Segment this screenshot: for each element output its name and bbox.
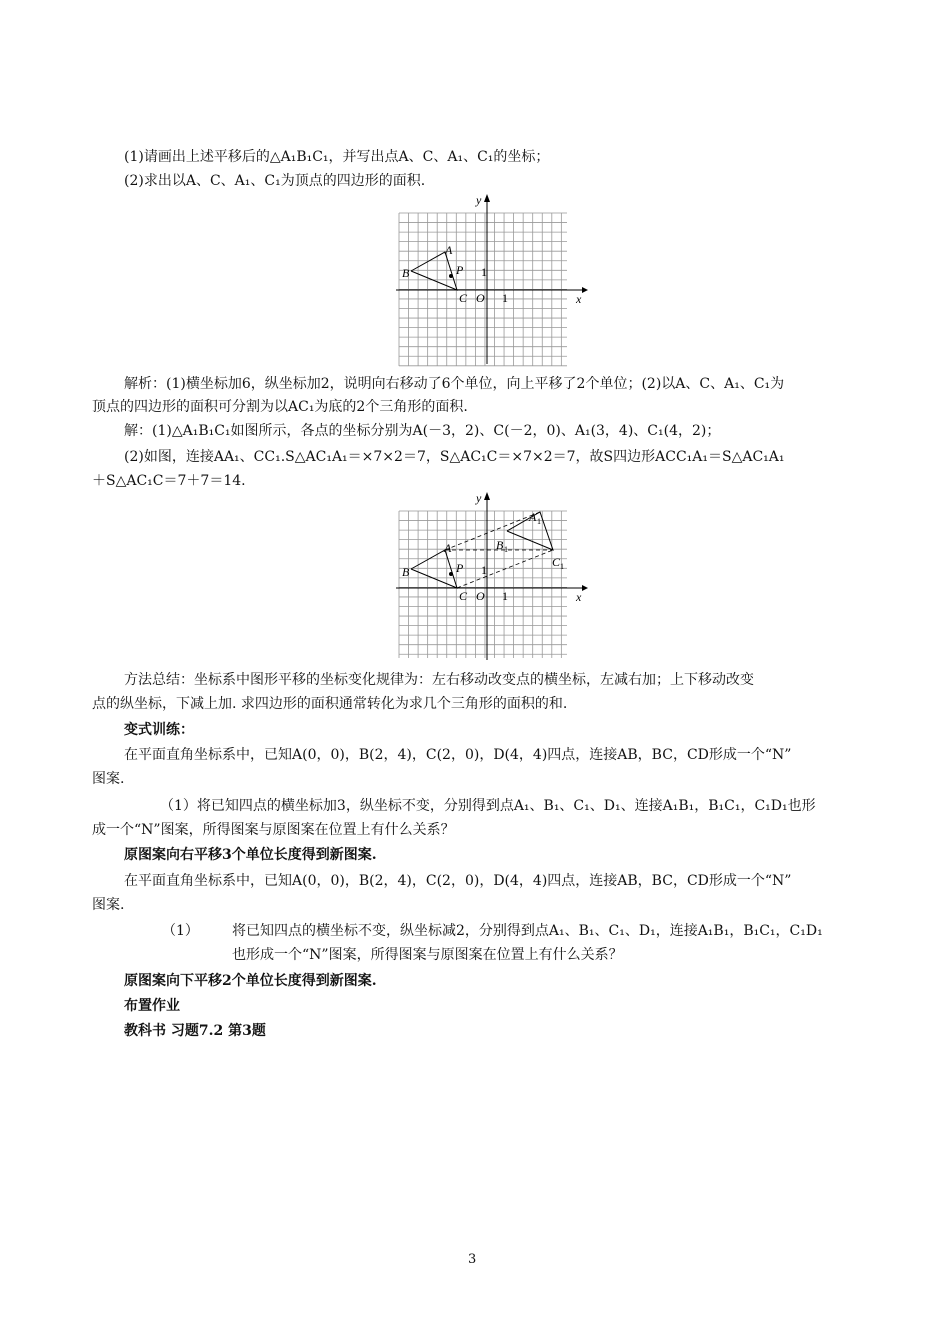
label-b1-sub: 1 [504, 545, 508, 554]
label-b1: B [496, 538, 504, 552]
variant-2-line-2: 图案. [92, 897, 125, 913]
variant-1-question-line-2: 成一个“N”图案，所得图案与原图案在位置上有什么关系？ [92, 822, 455, 838]
method-summary-line-2: 点的纵坐标，下减上加. 求四边形的面积通常转化为求几个三角形的面积的和. [92, 696, 568, 712]
variant-1-line-1: 在平面直角坐标系中，已知A(0，0)，B(2，4)，C(2，0)，D(4，4)四点，连接AB，BC，CD形成一个“N” [124, 747, 792, 763]
label-b: B [402, 266, 410, 280]
variant-heading: 变式训练： [124, 722, 194, 738]
homework-heading: 布置作业 [124, 998, 180, 1014]
variant-2-question-number: （1） [162, 923, 199, 939]
problem-part-1: (1)请画出上述平移后的△A₁B₁C₁，并写出点A、C、A₁、C₁的坐标； [124, 149, 550, 165]
tick-x-1: 1 [502, 291, 508, 305]
page-number: 3 [468, 1252, 477, 1267]
x-axis-label: x [576, 292, 582, 306]
label-c1: C [552, 555, 561, 569]
variant-2-line-1: 在平面直角坐标系中，已知A(0，0)，B(2，4)，C(2，0)，D(4，4)四点，连接AB，BC，CD形成一个“N” [124, 873, 792, 889]
problem-part-2: (2)求出以A、C、A₁、C₁为顶点的四边形的面积. [124, 173, 426, 189]
tick-y-1: 1 [481, 265, 487, 279]
solution-line-3: ＋S△AC₁C＝7＋7＝14. [92, 473, 246, 489]
tick-x-1-2: 1 [502, 589, 508, 603]
label-a-2: A [444, 541, 452, 555]
label-c: C [459, 291, 468, 305]
coordinate-figure-1 [396, 192, 588, 368]
label-c-2: C [459, 589, 468, 603]
tick-y-1-2: 1 [481, 563, 487, 577]
variant-1-line-2: 图案. [92, 771, 125, 787]
variant-1-answer: 原图案向右平移3个单位长度得到新图案. [124, 847, 377, 863]
label-b-2: B [402, 565, 410, 579]
label-a1-sub: 1 [537, 517, 541, 526]
analysis-line-2: 顶点的四边形的面积可分割为以AC₁为底的2个三角形的面积. [92, 399, 468, 415]
solution-line-1: 解：(1)△A₁B₁C₁如图所示，各点的坐标分别为A(－3，2)、C(－2，0)、A₁(3，4)、C₁(4，2)； [124, 423, 721, 439]
x-axis-label-2: x [576, 590, 582, 604]
label-a1: A [529, 510, 537, 524]
variant-2-question-line-1: 将已知四点的横坐标不变，纵坐标减2，分别得到点A₁、B₁、C₁、D₁，连接A₁B₁，B₁C₁，C₁D₁ [232, 923, 823, 939]
label-c1-sub: 1 [560, 562, 564, 571]
variant-1-question-line-1: （1）将已知四点的横坐标加3，纵坐标不变，分别得到点A₁、B₁、C₁、D₁、连接A₁B₁，B₁C₁，C₁D₁也形 [160, 798, 816, 814]
method-summary-line-1: 方法总结：坐标系中图形平移的坐标变化规律为：左右移动改变点的横坐标，左减右加；上下移动改变 [124, 672, 754, 688]
y-axis-label-2: y [476, 491, 482, 505]
homework-item: 教科书 习题7.2 第3题 [124, 1023, 266, 1039]
y-axis-label: y [476, 193, 482, 207]
variant-2-answer: 原图案向下平移2个单位长度得到新图案. [124, 973, 377, 989]
analysis-line-1: 解析：(1)横坐标加6，纵坐标加2，说明向右移动了6个单位，向上平移了2个单位；(2)以A、C、A₁、C₁为 [124, 376, 785, 392]
coordinate-figure-2 [396, 490, 588, 662]
label-o-2: O [476, 589, 485, 603]
label-p: P [456, 263, 464, 277]
variant-2-question-line-2: 也形成一个“N”图案，所得图案与原图案在位置上有什么关系？ [232, 947, 623, 963]
label-p-2: P [456, 561, 464, 575]
solution-line-2: (2)如图，连接AA₁、CC₁.S△AC₁A₁＝×7×2＝7，S△AC₁C＝×7×2＝7，故S四边形ACC₁A₁＝S△AC₁A₁ [124, 449, 785, 465]
label-o: O [476, 291, 485, 305]
label-a: A [445, 243, 453, 257]
